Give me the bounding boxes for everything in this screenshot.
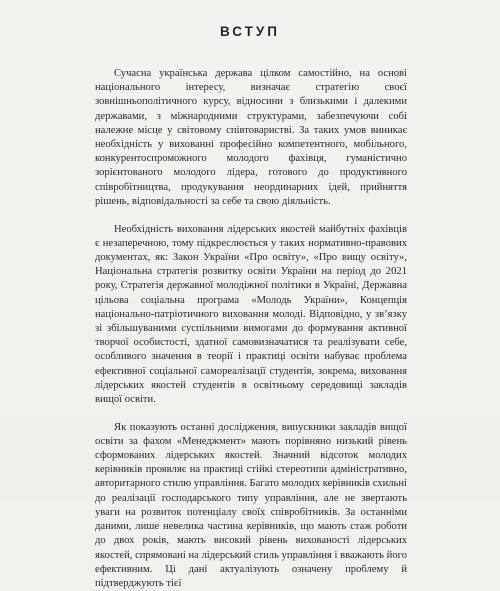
paragraph: Як показують останні дослідження, випускники закладів вищої освіти за фахом «Менеджмент» мають порівняно низький рівень сформованих лідерських якостей. Значний відсоток молодих керівників проявляє на практиці стійкі стереотипи адміністративно, авторитарного стилю управління. Багато молодих керівників схильні до реалізації господарського типу управління, але не звертають уваги на розвиток потенціалу своїх співробітників. За останніми даними, лише невелика частина керівників, що мають стаж роботи до двох років, мають високий рівень вихованості лідерських якостей, спрямовані на лідерський стиль управління і вважають його ефективним. Ці дані актуалізують означену проблему й підтверджують тієї [95,421,407,589]
paragraph: Сучасна українська держава цілком самостійно, на основі національного інтересу, визначає стратегію своєї зовнішньополітичного курсу, відносини з близькими і далекими державами, з міжнародними структурами, забезпечуючи собі належне місце у світовому співтоваристві. За таких умов виникає необхідність у вихованні професійно компетентного, мобільного, конкурентоспроможного молодого фахівця, гуманістично зорієнтованого молодого лідера, готового до продуктивного співробітництва, продукування неординарних ідей, прийняття рішень, відповідальності за себе та свою діяльність. [95,68,407,207]
paragraph: Необхідність виховання лідерських якостей майбутніх фахівців є незаперечною, тому підкреслюється у таких нормативно-правових документах, як: Закон України «Про освіту», «Про вищу освіту», Національна стратегія розвитку освіти України на період до 2021 року, Стратегія державної молодіжної політики в Україні, Державна цільова соціальна програма «Молодь України», Концепція національно-патріотичного виховання молоді. Відповідно, у зв’язку зі збільшуваними суспільними вимогами до формування активної творчої особистості, здатної самовизначатися та реалізувати себе, особливого значення в теорії і практиці освіти набуває проблема ефективної соціальної самореалізації студентів, зокрема, виховання лідерських якостей студентів в освітньому середовищі закладів вищої освіти. [95,223,407,405]
page-title: ВСТУП [220,24,280,39]
body-text [95,67,407,591]
